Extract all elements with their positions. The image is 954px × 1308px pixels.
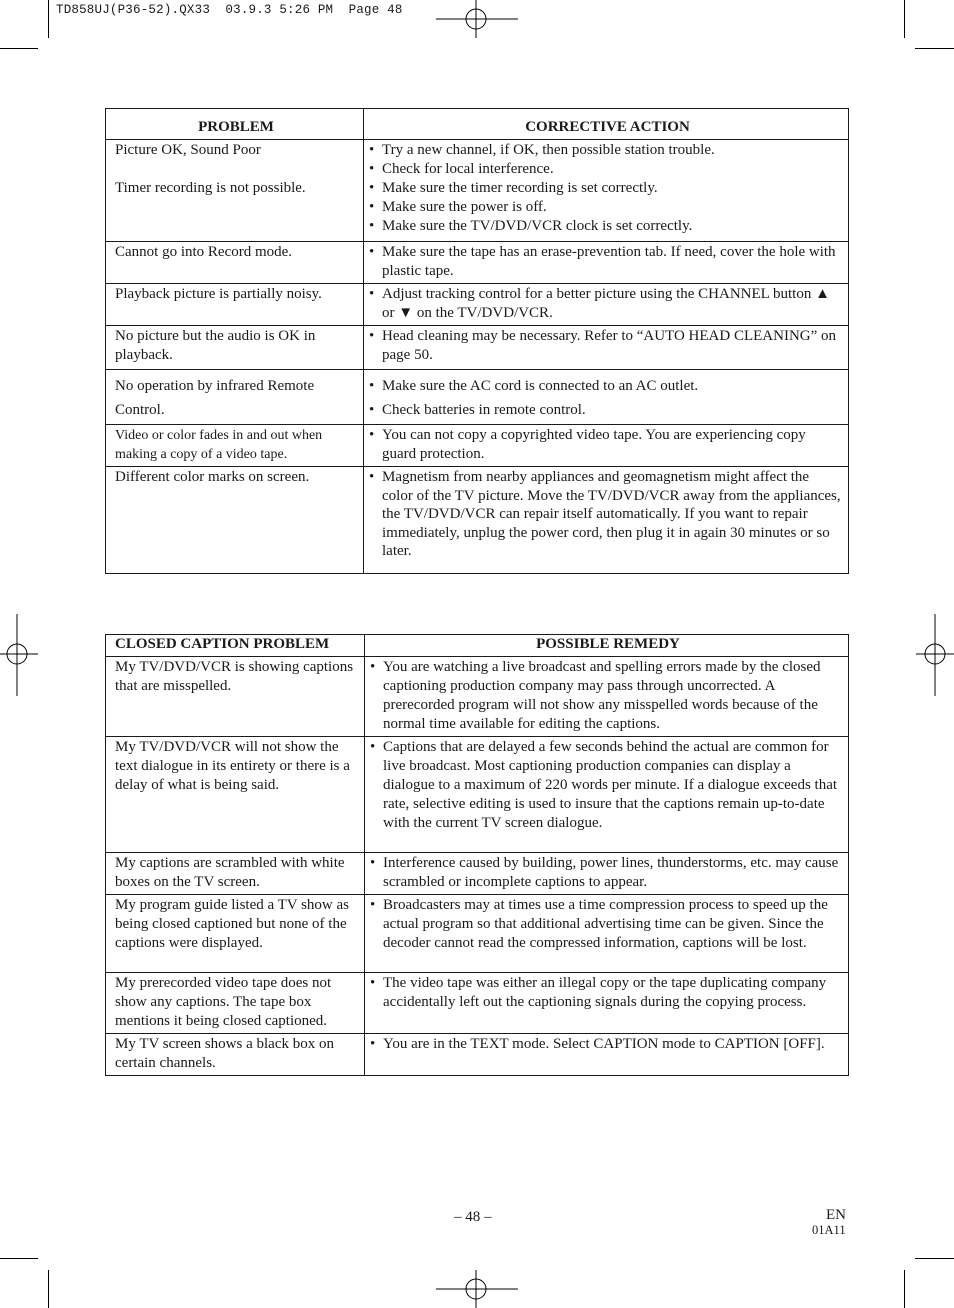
problem-cell — [106, 853, 365, 895]
action-cell — [364, 370, 849, 425]
action-cell — [364, 326, 849, 370]
problem-text: Cannot go into Record mode. — [115, 244, 293, 260]
action-item: • Make sure the tape has an erase-prevention tab. If need, cover the hole with plastic tape. — [369, 243, 842, 281]
remedy-item: • The video tape was either an illegal copy or the tape duplicating company accidentally left out the captioning signals during the copying process. — [370, 974, 844, 1012]
problem-text: Video or color fades in and out when making a copy of a video tape. — [115, 428, 323, 462]
problem-text: My program guide listed a TV show as being closed captioned but none of the captions were displayed. — [115, 897, 350, 951]
registration-mark-bottom — [436, 1268, 518, 1308]
action-item: • Check for local interference. — [369, 160, 842, 179]
action-item: • Try a new channel, if OK, then possible station trouble. — [369, 141, 842, 160]
action-cell — [364, 467, 849, 574]
print-slug: TD858UJ(P36-52).QX33 03.9.3 5:26 PM Page 48 — [56, 3, 403, 17]
action-item: • Make sure the timer recording is set correctly. — [369, 179, 842, 198]
table-row — [106, 326, 849, 370]
table-row — [106, 853, 849, 895]
problem-text: Playback picture is partially noisy. — [115, 286, 322, 302]
action-item: • Adjust tracking control for a better picture using the CHANNEL button ▲ or ▼ on the TV/DVD/VCR. — [369, 285, 842, 323]
remedy-item: • Captions that are delayed a few seconds behind the actual are common for live broadcast. Most captioning production companies can display a dialogue to a maximum of 220 words per minute. If a dialogue exceeds that rate, selective editing is used to insure that the captions remain up-to-date with the current TV screen dialogue. — [370, 738, 844, 833]
table-header — [106, 635, 849, 657]
remedy-cell — [365, 853, 849, 895]
table-header — [106, 109, 849, 140]
remedy-item: • You are in the TEXT mode. Select CAPTION mode to CAPTION [OFF]. — [370, 1035, 844, 1054]
action-item: • Magnetism from nearby appliances and geomagnetism might affect the color of the TV picture. Move the TV/DVD/VCR away from the appliances, the TV/DVD/VCR can repair itself automatically. If you want to repair immediately, unplug the power cord, then plug it in again 30 minutes or so later. — [369, 468, 842, 561]
table-row — [106, 973, 849, 1034]
table-row — [106, 242, 849, 284]
problem-cell — [106, 973, 365, 1034]
problem-cell — [106, 242, 364, 284]
problem-text: Picture OK, Sound Poor — [115, 142, 261, 158]
problem-cell — [106, 657, 365, 737]
remedy-item: • You are watching a live broadcast and spelling errors made by the closed captioning production company may pass through uncorrected. A prerecorded program will not show any misspelled words because of the normal time available for editing the captions. — [370, 658, 844, 734]
problem-cell — [106, 425, 364, 467]
problem-text: No operation by infrared Remote Control. — [115, 378, 315, 418]
problem-cell — [106, 326, 364, 370]
problem-cell — [106, 284, 364, 326]
action-cell — [364, 284, 849, 326]
action-cell — [364, 242, 849, 284]
problem-cell — [106, 370, 364, 425]
table-row — [106, 467, 849, 574]
table-row — [106, 284, 849, 326]
action-item: • Make sure the AC cord is connected to an AC outlet. — [369, 374, 842, 398]
problem-text: My prerecorded video tape does not show any captions. The tape box mentions it being closed captioned. — [115, 975, 332, 1029]
remedy-cell — [365, 973, 849, 1034]
problem-cell — [106, 1034, 365, 1076]
registration-mark-top — [436, 0, 518, 40]
table-row — [106, 1034, 849, 1076]
column-header-possible-remedy: POSSIBLE REMEDY — [365, 635, 849, 657]
problem-cell — [106, 467, 364, 574]
problem-text: Timer recording is not possible. — [115, 180, 306, 196]
table-row — [106, 895, 849, 973]
closed-caption-table — [105, 634, 849, 1076]
action-item: • Make sure the power is off. — [369, 198, 842, 217]
table-row — [106, 370, 849, 425]
table-row — [106, 140, 849, 242]
troubleshooting-table — [105, 108, 849, 574]
remedy-cell — [365, 1034, 849, 1076]
column-header-corrective-action: CORRECTIVE ACTION — [364, 109, 849, 140]
action-cell — [364, 425, 849, 467]
remedy-item: • Broadcasters may at times use a time compression process to speed up the actual program so that additional advertising time can be given. Since the decoder cannot read the compressed information, captions will be lost. — [370, 896, 844, 953]
registration-mark-right — [914, 614, 954, 696]
column-header-closed-caption-problem: CLOSED CAPTION PROBLEM — [106, 635, 365, 657]
remedy-cell — [365, 737, 849, 853]
table-row — [106, 425, 849, 467]
problem-text: My TV/DVD/VCR is showing captions that are misspelled. — [115, 659, 354, 694]
problem-text: My TV screen shows a black box on certain channels. — [115, 1036, 334, 1071]
table-row — [106, 657, 849, 737]
column-header-problem: PROBLEM — [106, 109, 364, 140]
problem-text: Different color marks on screen. — [115, 469, 310, 485]
problem-text: My captions are scrambled with white boxes on the TV screen. — [115, 855, 345, 890]
remedy-cell — [365, 657, 849, 737]
action-cell — [364, 140, 849, 242]
problem-cell — [106, 895, 365, 973]
remedy-item: • Interference caused by building, power lines, thunderstorms, etc. may cause scrambled or incomplete captions to appear. — [370, 854, 844, 892]
action-item: • You can not copy a copyrighted video tape. You are experiencing copy guard protection. — [369, 426, 842, 464]
language-code: EN — [826, 1207, 846, 1223]
problem-text: No picture but the audio is OK in playback. — [115, 328, 316, 363]
document-code: 01A11 — [812, 1223, 846, 1237]
registration-mark-left — [0, 614, 40, 696]
problem-cell — [106, 737, 365, 853]
remedy-cell — [365, 895, 849, 973]
table-row — [106, 737, 849, 853]
action-item: • Check batteries in remote control. — [369, 398, 842, 422]
page-number: – 48 – — [454, 1209, 492, 1225]
action-item: • Make sure the TV/DVD/VCR clock is set correctly. — [369, 217, 842, 236]
problem-text: My TV/DVD/VCR will not show the text dialogue in its entirety or there is a delay of what is being said. — [115, 739, 350, 793]
action-item: • Head cleaning may be necessary. Refer to “AUTO HEAD CLEANING” on page 50. — [369, 327, 842, 365]
problem-cell — [106, 140, 364, 242]
